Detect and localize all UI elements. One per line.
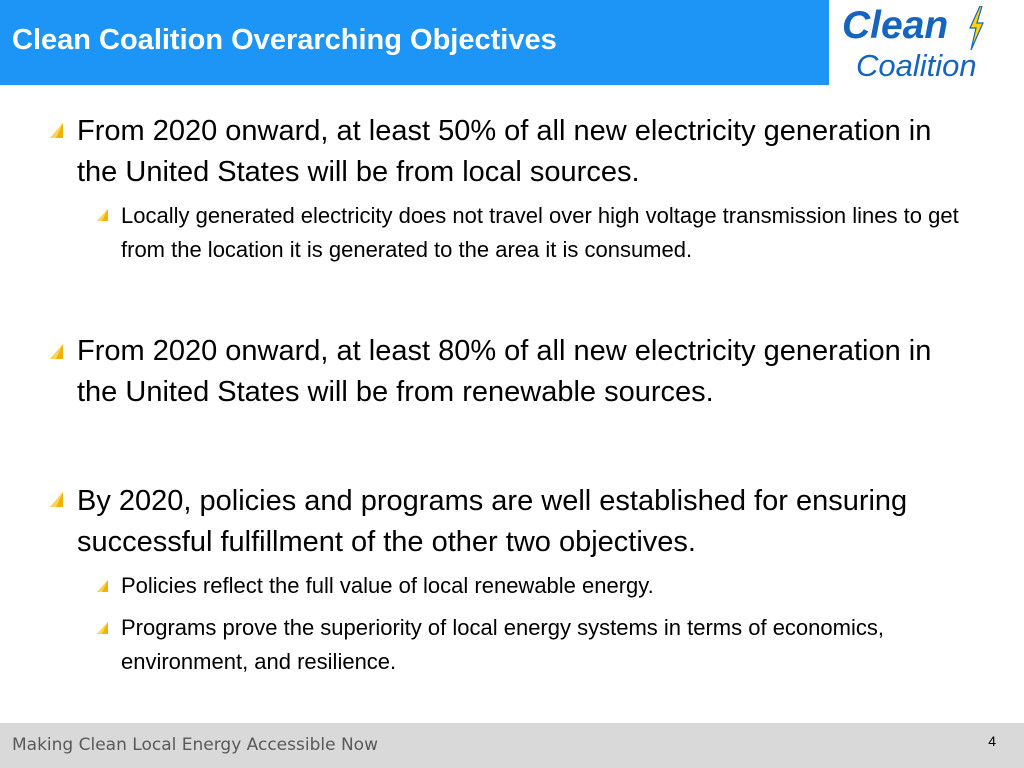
page-number: 4: [988, 733, 996, 749]
slide-title: Clean Coalition Overarching Objectives: [12, 24, 557, 56]
logo-word-coalition: Coalition: [856, 48, 977, 83]
footer-tagline: Making Clean Local Energy Accessible Now: [12, 735, 378, 755]
bullet-item: From 2020 onward, at least 80% of all new electricity generation in the United States will be from renewable sources.: [77, 335, 932, 408]
logo-word-clean: Clean: [842, 4, 949, 47]
bullet-item: From 2020 onward, at least 50% of all new electricity generation in the United States will be from local sources.: [77, 115, 932, 188]
sub-bullet-item: Locally generated electricity does not travel over high voltage transmission lines to get from the location it is generated to the area it is consumed.: [121, 203, 959, 262]
sub-bullet-item: Policies reflect the full value of local renewable energy.: [121, 573, 654, 598]
sub-bullet-item: Programs prove the superiority of local energy systems in terms of economics, environment, and resilience.: [121, 615, 884, 674]
bullet-item: By 2020, policies and programs are well established for ensuring successful fulfillment of the other two objectives.: [77, 485, 908, 558]
footer-bar: [0, 723, 1024, 768]
